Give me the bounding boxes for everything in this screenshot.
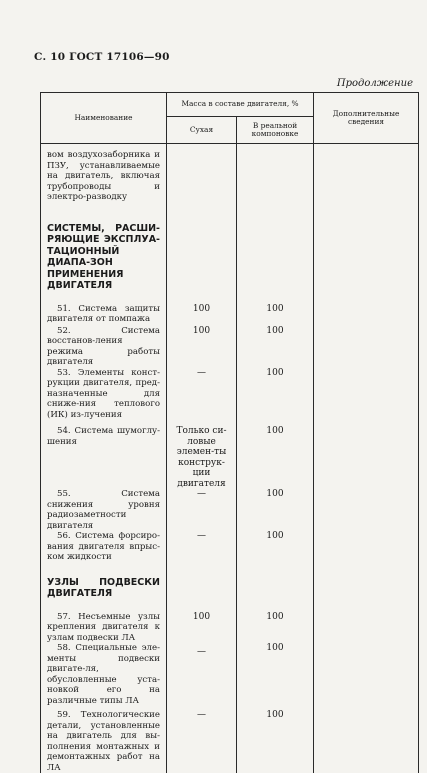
row-name: 56. Система форсиро-вания двигателя впрыс-ком жидкости [41, 531, 167, 577]
col-header-extra: Дополнительные сведения [314, 93, 419, 144]
table-row [41, 612, 419, 644]
row-dry [167, 144, 237, 223]
row-real: 100 [237, 326, 314, 368]
col-header-name: Наименование [41, 93, 167, 144]
section-row [41, 223, 419, 304]
row-real: 100 [237, 304, 314, 326]
row-name: 53. Элементы конст-рукции двигателя, пред-назначенные для сниже-ния теплового (ИК) из-лучения [41, 368, 167, 427]
section-heading: УЗЛЫ ПОДВЕСКИ ДВИГАТЕЛЯ [41, 577, 167, 612]
row-dry: 100 [167, 612, 237, 644]
row-name: 55. Система снижения уровня радиозаметности двигателя [41, 489, 167, 531]
col-header-dry: Сухая [167, 117, 237, 144]
table-row [41, 326, 419, 368]
col-header-real: В реальной компоновке [237, 117, 314, 144]
page-header: С. 10 ГОСТ 17106—90 [34, 51, 170, 63]
col-header-mass: Масса в составе двигателя, % [167, 93, 314, 117]
row-name: 54. Система шумоглу-шения [41, 426, 167, 489]
row-real: 100 [237, 612, 314, 644]
table-row [41, 643, 419, 710]
section-heading: СИСТЕМЫ, РАСШИ-РЯЮЩИЕ ЭКСПЛУА-ТАЦИОННЫЙ ДИАПА-ЗОН ПРИМЕНЕНИЯ ДВИГАТЕЛЯ [41, 223, 167, 304]
row-dry: 100 [167, 326, 237, 368]
row-real: 100 [237, 368, 314, 427]
row-real: 100 [237, 710, 314, 773]
row-name: 57. Несъемные узлы крепления двигателя к узлам подвески ЛА [41, 612, 167, 644]
row-dry: — [167, 368, 237, 427]
row-real: 100 [237, 489, 314, 531]
row-dry: — [167, 643, 237, 710]
row-dry: — [167, 531, 237, 577]
row-name: 58. Специальные эле-менты подвески двигате-ля, обусловленные уста-новкой его на различные типы ЛА [41, 643, 167, 710]
table-row [41, 531, 419, 577]
row-real: 100 [237, 426, 314, 489]
row-dry: — [167, 710, 237, 773]
row-name: вом воздухозаборника и ПЗУ, устанавливаемые на двигатель, включая трубопроводы и электро-разводку [41, 144, 167, 223]
table-row [41, 710, 419, 773]
row-extra [314, 144, 419, 223]
table-row [41, 304, 419, 326]
mass-table [40, 92, 419, 773]
continuation-label: Продолжение [336, 78, 413, 89]
row-real [237, 144, 314, 223]
table-row [41, 489, 419, 531]
row-name: 51. Система защиты двигателя от помпажа [41, 304, 167, 326]
row-real: 100 [237, 643, 314, 710]
row-name: 59. Технологические детали, установленные на двигатель для вы-полнения монтажных и демонтажных работ на ЛА [41, 710, 167, 773]
table-row [41, 368, 419, 427]
section-row [41, 577, 419, 612]
table-row [41, 426, 419, 489]
row-dry: Только си-ловые элемен-ты конструк-ции двигателя [167, 426, 237, 489]
row-dry: — [167, 489, 237, 531]
row-name: 52. Система восстанов-ления режима работы двигателя [41, 326, 167, 368]
table-row [41, 144, 419, 223]
row-dry: 100 [167, 304, 237, 326]
row-real: 100 [237, 531, 314, 577]
